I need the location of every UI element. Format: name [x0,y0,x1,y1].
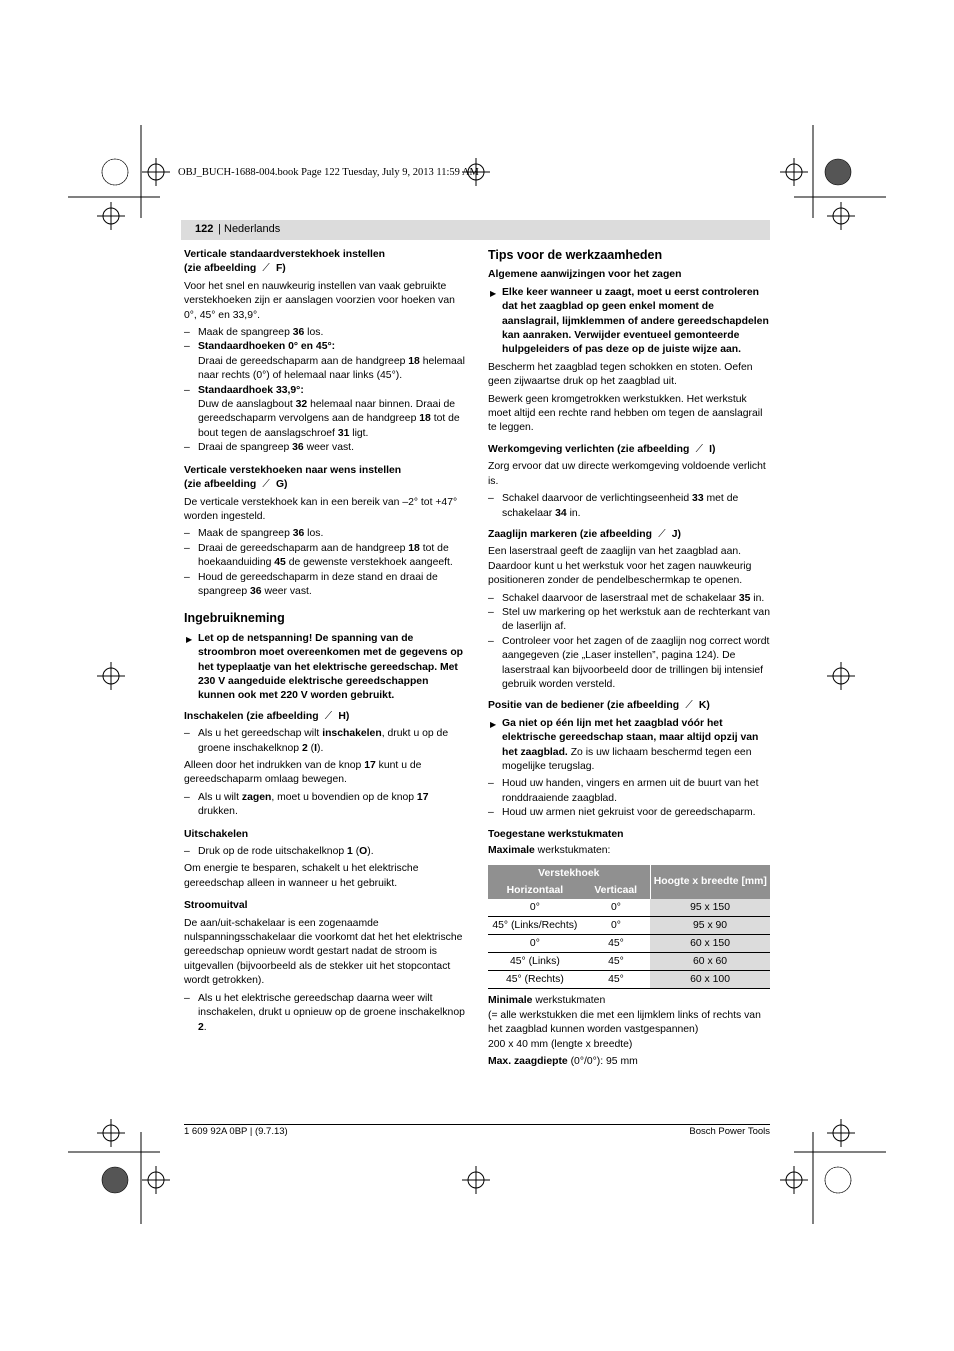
paragraph: Voor het snel en nauwkeurig instellen van vaak gebruikte verstekhoeken zijn er aanslagen voorzien voor hoeken van 0°, 45° en 33,9°. [184,280,455,321]
list-item: – Controleer voor het zagen of de zaaglijn nog correct wordt aangegeven (zie „Laser instellen”, pagina 124). De laserstraal kan bijvoorbeeld door de trillingen bij intensief gebruik worden versteld. [488,635,770,690]
table-header: Verstekhoek [488,865,650,882]
figure-ref-icon: ⟋ [685,700,693,712]
table-header: Verticaal [582,882,650,899]
paragraph: (= alle werkstukken die met een lijmklem links of rechts van het zaagblad kunnen worden vastgespannen) [488,1009,761,1036]
figure-ref-icon: ⟋ [262,479,270,491]
list-item: – Maak de spangreep 36 los. [184,528,324,540]
footer-doc-number: 1 609 92A 0BP | (9.7.13) [184,1126,288,1137]
list-item: – Draai de spangreep 36 weer vast. [184,442,354,454]
paragraph: Alleen door het indrukken van de knop 17 kunt u de gereedschaparm omlaag bewegen. [184,760,422,786]
section-title: Algemene aanwijzingen voor het zagen [488,269,682,281]
list-item: – Standaardhoeken 0° en 45°: Draai de gereedschaparm aan de handgreep 18 helemaal naar rechts (0°) of helemaal naar links (45°). [184,341,465,382]
table-header: Hoogte x breedte [mm] [650,865,770,899]
list-item: – Standaardhoek 33,9°: Duw de aanslagbout 32 helemaal naar binnen. Draai de gereedschaparm vervolgens aan de handgreep 18 tot de bout tegen de aanslagschroef 31 ligt. [184,384,460,439]
section-title: Verticale standaardverstekhoek instellen (zie afbeelding ⟋ F) [184,248,466,277]
section-title: Verticale verstekhoeken naar wens instellen (zie afbeelding ⟋ G) [184,464,466,493]
header-language: Nederlands [224,223,281,235]
header-separator: | [218,223,221,235]
paragraph: 200 x 40 mm (lengte x breedte) [488,1038,633,1050]
warning-item: ▶ Elke keer wanneer u zaagt, moet u eerst controleren dat het zaagblad op geen enkel moment de aanslagrail, lijmklemmen of andere gereedschapdelen kan aanraken. Verwijder eventueel gemonteerde hulpgeleiders of pas deze op de juiste wijze aan. [490,286,769,356]
table-header: Horizontaal [488,882,582,899]
table-row: 45° (Rechts) 45° 60 x 100 [488,971,770,989]
section-title: Stroomuitval [184,900,248,912]
table-row: 45° (Links/Rechts) 0° 95 x 90 [488,917,770,935]
list-item: – Schakel daarvoor de laserstraal met de schakelaar 35 in. [488,592,765,604]
list-item: – Druk op de rode uitschakelknop 1 (O). [184,846,374,858]
print-slug: OBJ_BUCH-1688-004.book Page 122 Tuesday, July 9, 2013 11:59 AM [178,167,479,178]
paragraph: Maximale werkstukmaten: [488,845,611,857]
paragraph: Zorg ervoor dat uw directe werkomgeving voldoende verlicht is. [488,461,766,487]
left-column [184,248,466,1035]
warning-item: ▶ Let op de netspanning! De spanning van de stroombron moet overeenkomen met de gegevens op het typeplaatje van het elektrische gereedschap. Met 230 V aangeduide elektrische gereedschappen kunnen ook met 220 V worden gebruikt. [186,632,464,702]
paragraph: Bescherm het zaagblad tegen schokken en stoten. Oefen geen zijwaartse druk op het zaagblad uit. [488,361,753,388]
list-item: – Houd uw armen niet gekruist voor de gereedschaparm. [488,807,756,819]
section-title: Inschakelen (zie afbeelding ⟋ H) [184,710,466,724]
bullet-arrow-icon: ▶ [186,634,193,644]
list-item: – Houd uw handen, vingers en armen uit de buurt van het ronddraaiende zaagblad. [488,778,759,804]
bullet-arrow-icon: ▶ [490,288,497,298]
paragraph: Een laserstraal geeft de zaaglijn van het zaagblad aan. Daardoor kunt u het werkstuk voor het zagen nauwkeurig positioneren zonder de pendelbeschermkap te openen. [488,546,752,587]
list-item: – Maak de spangreep 36 los. [184,327,324,339]
bullet-arrow-icon: ▶ [490,719,497,729]
paragraph: Bewerk geen kromgetrokken werkstukken. Het werkstuk moet altijd een rechte rand hebben om tegen de aanslagrail te leggen. [488,393,763,434]
section-title: Toegestane werkstukmaten [488,828,624,840]
page-number: 122 [195,223,214,235]
list-item: – Draai de gereedschaparm aan de handgreep 18 tot de hoekaanduiding 45 de gewenste verstekhoek aangeeft. [184,542,453,569]
footer-brand: Bosch Power Tools [689,1126,770,1137]
figure-ref-icon: ⟋ [324,710,333,722]
section-heading: Tips voor de werkzaamheden [488,248,663,262]
section-title: Werkomgeving verlichten (zie afbeelding ⟋ I) [488,443,770,457]
paragraph: De verticale verstekhoek kan in een bereik van –2° tot +47° worden ingesteld. [184,496,458,522]
section-title: Positie van de bediener (zie afbeelding ⟋ K) [488,699,770,713]
list-item: – Als u wilt zagen, moet u bovendien op de knop 17 drukken. [184,791,429,818]
paragraph: Om energie te besparen, schakelt u het elektrische gereedschap alleen in wanneer u het gebruikt. [184,863,419,889]
section-heading: Ingebruikneming [184,611,285,626]
footer-divider [184,1124,770,1125]
figure-ref-icon: ⟋ [658,528,666,540]
table-row: 0° 0° 95 x 150 [488,899,770,917]
page-header [181,220,770,240]
list-item: – Houd de gereedschaparm in deze stand en draai de spangreep 36 weer vast. [184,571,438,597]
table-row: 45° (Links) 45° 60 x 60 [488,953,770,971]
table-header-row [488,865,770,882]
table-row: 0° 45° 60 x 150 [488,935,770,953]
paragraph: De aan/uit-schakelaar is een zogenaamde nulspanningsschakelaar die voorkomt dat het het elektrische gereedschap opnieuw wordt gestart nadat de stroom is uitgevallen (bijvoorbeeld als de stekker uit het stopcontact wordt getrokken). [184,917,463,987]
section-title: Zaaglijn markeren (zie afbeelding ⟋ J) [488,528,770,542]
section-title: Uitschakelen [184,828,249,840]
right-column [488,248,770,1069]
warning-item: ▶ Ga niet op één lijn met het zaagblad vóór het elektrische gereedschap staan, maar altijd opzij van het zaagblad. Zo is uw lichaam beschermd tegen een mogelijke terugslag. [490,717,759,772]
list-item: – Schakel daarvoor de verlichtingseenheid 33 met de schakelaar 34 in. [488,493,739,519]
figure-ref-icon: ⟋ [262,263,270,275]
workpiece-table [488,865,770,989]
list-item: – Als u het gereedschap wilt inschakelen, drukt u op de groene inschakelknop 2 (I). [184,728,449,754]
list-item: – Als u het elektrische gereedschap daarna weer wilt inschakelen, drukt u opnieuw op de groene inschakelknop 2. [184,992,465,1033]
figure-ref-icon: ⟋ [695,443,703,455]
paragraph: Minimale werkstukmaten [488,995,606,1007]
paragraph: Max. zaagdiepte (0°/0°): 95 mm [488,1056,638,1068]
list-item: – Stel uw markering op het werkstuk aan de rechterkant van de laserlijn af. [488,606,770,633]
